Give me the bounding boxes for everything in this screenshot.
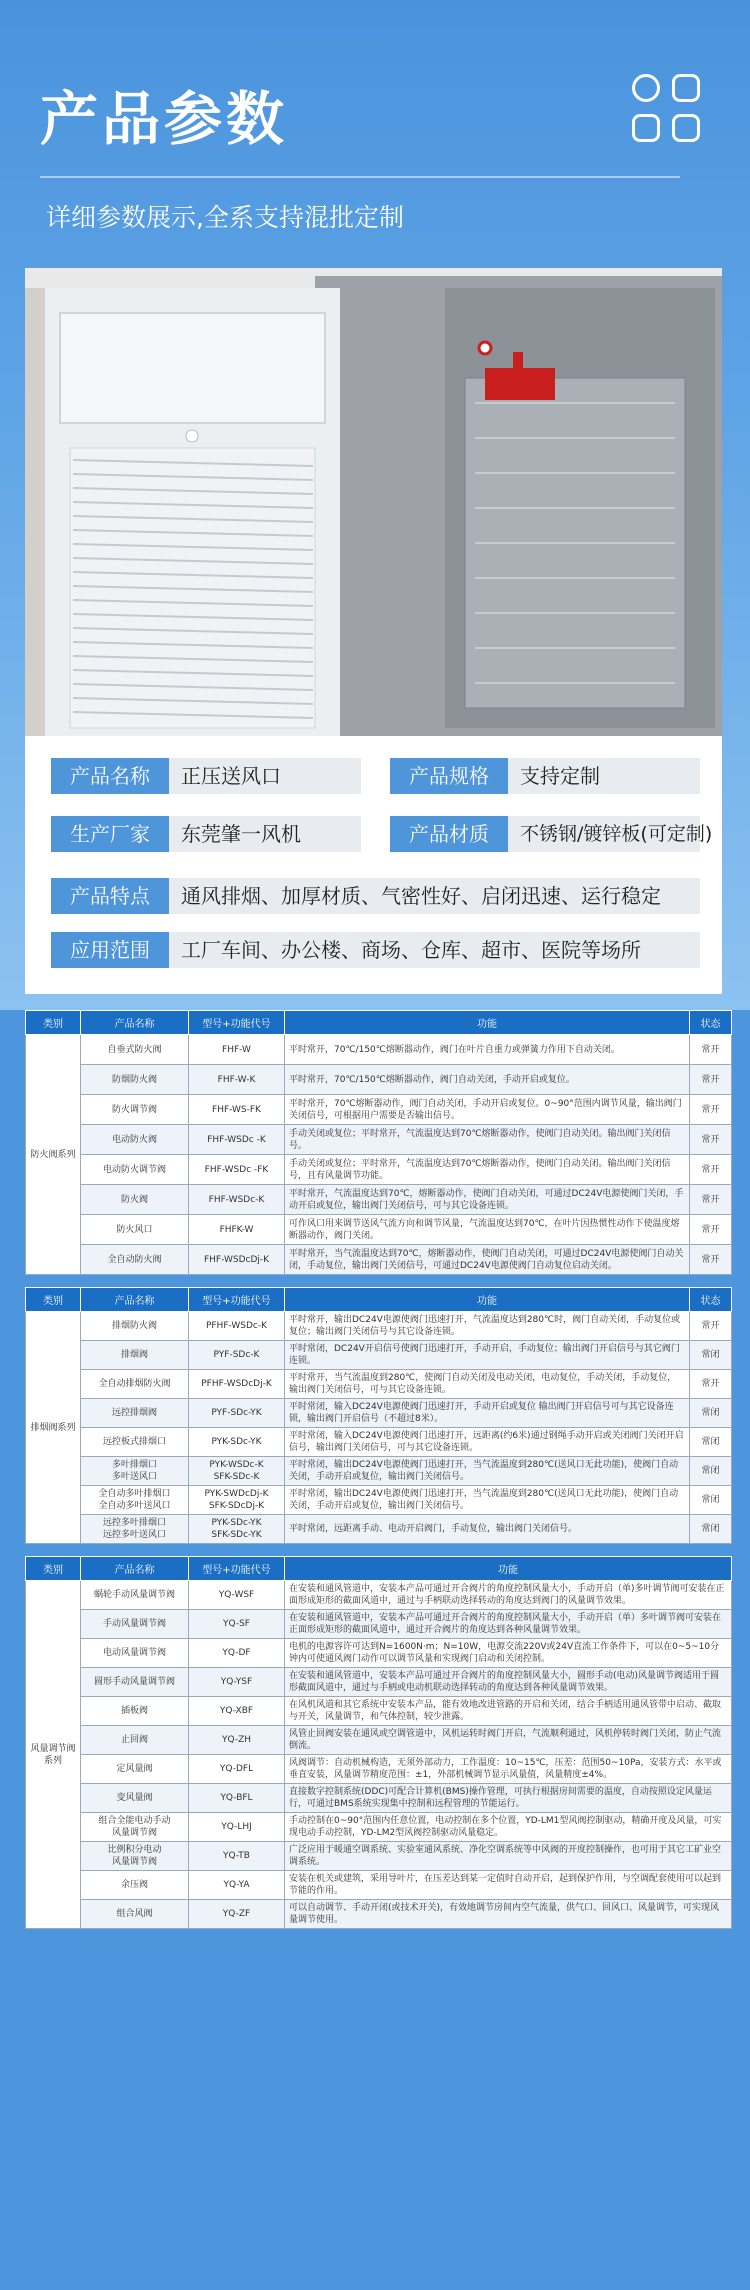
cell-name: 插板阀 <box>81 1697 189 1726</box>
col-header: 功能 <box>285 1011 690 1035</box>
category-cell: 防火阀系列 <box>26 1035 81 1275</box>
col-header: 型号+功能代号 <box>189 1288 285 1312</box>
table-row <box>26 1457 732 1486</box>
fire-damper-table <box>25 1010 732 1275</box>
cell-func: 平时常开，当气流温度到280℃，使阀门自动关闭及电动关闭，电动复位，手动关闭，手动复位，输出阀门关闭信号，可与其它设备连锁。 <box>285 1370 690 1399</box>
cell-func: 平时常开，70℃/150℃熔断器动作，阀门在叶片自重力或弹簧力作用下自动关闭。 <box>285 1035 690 1065</box>
cell-state: 常开 <box>690 1065 732 1095</box>
col-header: 类别 <box>26 1288 81 1312</box>
spec-key: 产品特点 <box>51 878 169 914</box>
table-row <box>26 1155 732 1185</box>
table-row <box>26 1515 732 1544</box>
title-divider <box>40 176 680 178</box>
table-row <box>26 1370 732 1399</box>
table-row <box>26 1697 732 1726</box>
category-cell: 风量调节阀系列 <box>26 1581 81 1929</box>
cell-name: 全自动防火阀 <box>81 1245 189 1275</box>
cell-code: YQ-XBF <box>189 1697 285 1726</box>
col-header: 产品名称 <box>81 1557 189 1581</box>
cell-state: 常闭 <box>690 1515 732 1544</box>
cell-code: PYK-SDc-YK <box>189 1428 285 1457</box>
cell-name: 多叶排烟口 多叶送风口 <box>81 1457 189 1486</box>
page-subtitle: 详细参数展示,全系支持混批定制 <box>46 203 404 232</box>
table-row <box>26 1639 732 1668</box>
cell-name: 防烟防火阀 <box>81 1065 189 1095</box>
cell-func: 手动控制在0~90°范围内任意位置，电动控制在多个位置，YD-LM1型风阀控制驱动，精确开度及风量，可实现电动手动控制，YD-LM2型风阀控制驱动风量稳定。 <box>285 1813 732 1842</box>
cell-code: YQ-ZH <box>189 1726 285 1755</box>
col-header: 产品名称 <box>81 1288 189 1312</box>
col-header: 产品名称 <box>81 1011 189 1035</box>
cell-name: 防火阀 <box>81 1185 189 1215</box>
cell-code: YQ-DF <box>189 1639 285 1668</box>
cell-func: 平时常闭，输入DC24V电源使阀门迅速打开，手动开启或复位 输出阀门开启信号可与其它设备连锁，输出阀门开启信号（不超过8米）。 <box>285 1399 690 1428</box>
cell-name: 止回阀 <box>81 1726 189 1755</box>
cell-code: YQ-ZF <box>189 1900 285 1929</box>
cell-func: 在风机风道和其它系统中安装本产品，能有效地改进管路的开启和关闭，结合手柄适用通风管带中启动、截取与开关，风量调节，和气体控制，较少泄露。 <box>285 1697 732 1726</box>
spec-features <box>51 878 700 914</box>
cell-name: 蜗轮手动风量调节阀 <box>81 1581 189 1610</box>
cell-func: 直接数字控制系统(DDC)可配合计算机(BMS)操作管理，可执行根据房间需要的温度，自动按照设定风量运行，可通过BMS系统实现集中控制和远程管理的节能运行。 <box>285 1784 732 1813</box>
col-header: 类别 <box>26 1557 81 1581</box>
cell-func: 平时常开，当气流温度达到70℃，熔断器动作，使阀门自动关闭，可通过DC24V电源使阀门自动关闭，手动复位，输出阀门关闭信号，可通过DC24V电源使阀门自动复位启动关闭。 <box>285 1245 690 1275</box>
table-row <box>26 1784 732 1813</box>
cell-name: 排烟防火阀 <box>81 1312 189 1341</box>
spec-key: 应用范围 <box>51 932 169 968</box>
col-header: 功能 <box>285 1288 690 1312</box>
spec-key: 生产厂家 <box>51 816 169 852</box>
table-row <box>26 1486 732 1515</box>
cell-func: 手动关闭或复位；平时常开，气流温度达到70℃熔断器动作，使阀门自动关闭。输出阀门关闭信号。 <box>285 1125 690 1155</box>
cell-name: 远控排烟阀 <box>81 1399 189 1428</box>
spec-maker <box>51 816 361 852</box>
cell-state: 常闭 <box>690 1428 732 1457</box>
col-header: 功能 <box>285 1557 732 1581</box>
cell-state: 常闭 <box>690 1341 732 1370</box>
cell-code: YQ-BFL <box>189 1784 285 1813</box>
table-row <box>26 1842 732 1871</box>
product-photo-image <box>25 268 722 736</box>
cell-func: 广泛应用于暖通空调系统、实验室通风系统、净化空调系统等中风阀的开度控制操作，也可用于其它工矿业空调系统。 <box>285 1842 732 1871</box>
table-row <box>26 1755 732 1784</box>
cell-state: 常开 <box>690 1035 732 1065</box>
cell-code: FHF-W-K <box>189 1065 285 1095</box>
spec-key: 产品规格 <box>390 758 508 794</box>
cell-state: 常开 <box>690 1312 732 1341</box>
spec-material <box>390 816 713 852</box>
cell-func: 电机的电源容许可达到N=1600N·m；N=10W，电源交流220V或24V直流工作条件下，可以在0~5~10分钟内可使通风阀门动作可以调节风量和实现阀门启动和关闭控制。 <box>285 1639 732 1668</box>
cell-code: PFHF-WSDc-K <box>189 1312 285 1341</box>
col-header: 状态 <box>690 1288 732 1312</box>
cell-func: 在安装和通风管道中，安装本产品可通过开合阀片的角度控制风量大小，圆形手动(电动)风量调节阀适用于圆形截面风道中，通过与手柄或电动机联动选择转动的角度达到各种风量调节效果。 <box>285 1668 732 1697</box>
cell-func: 风阀调节：自动机械构造，无须外部动力，工作温度：10~15℃，压差：范围50~10Pa，安装方式：水平或垂直安装，风量调节精度范围：±1，外部机械调节显示风量值，风量精度±4%。 <box>285 1755 732 1784</box>
cell-name: 全自动多叶排烟口 全自动多叶送风口 <box>81 1486 189 1515</box>
cell-func: 平时常闭，输入DC24V电源使阀门迅速打开，远距离(约6米)通过钢绳手动开启或关闭阀门关闭开启信号，输出阀门关闭信号，可与其它设备连锁。 <box>285 1428 690 1457</box>
cell-code: YQ-WSF <box>189 1581 285 1610</box>
cell-state: 常开 <box>690 1125 732 1155</box>
table-row <box>26 1245 732 1275</box>
col-header: 型号+功能代号 <box>189 1011 285 1035</box>
table-row <box>26 1610 732 1639</box>
cell-code: YQ-SF <box>189 1610 285 1639</box>
product-photo <box>25 268 722 736</box>
cell-func: 可作风口用来调节送风气流方向和调节风量，气流温度达到70℃，在叶片因热惯性动作下使温度熔断器动作，阀门关闭。 <box>285 1215 690 1245</box>
cell-func: 在安装和通风管道中，安装本产品可通过开合阀片的角度控制风量大小，手动开启（单）多叶调节阀可安装在正面形成矩形的截面风道中，通过开合阀片的角度达到各种风量调节效果。 <box>285 1610 732 1639</box>
table-row <box>26 1428 732 1457</box>
cell-name: 电动防火调节阀 <box>81 1155 189 1185</box>
col-header: 型号+功能代号 <box>189 1557 285 1581</box>
cell-code: YQ-TB <box>189 1842 285 1871</box>
cell-code: FHF-WSDc-K <box>189 1185 285 1215</box>
cell-state: 常开 <box>690 1245 732 1275</box>
cell-name: 组合风阀 <box>81 1900 189 1929</box>
spec-value: 支持定制 <box>520 764 600 788</box>
table-row <box>26 1900 732 1929</box>
cell-name: 远控多叶排烟口 远控多叶送风口 <box>81 1515 189 1544</box>
spec-name <box>51 758 361 794</box>
cell-func: 风管止回阀安装在通风或空调管道中，风机运转时阀门开启，气流顺利通过，风机停转时阀门关闭，防止气流倒流。 <box>285 1726 732 1755</box>
cell-code: FHF-WSDc -FK <box>189 1155 285 1185</box>
page-title: 产品参数 <box>40 85 289 153</box>
cell-name: 余压阀 <box>81 1871 189 1900</box>
cell-code: FHF-WSDc -K <box>189 1125 285 1155</box>
cell-code: YQ-YA <box>189 1871 285 1900</box>
cell-name: 排烟阀 <box>81 1341 189 1370</box>
cell-name: 自垂式防火阀 <box>81 1035 189 1065</box>
cell-func: 平时常开，气流温度达到70℃，熔断器动作，使阀门自动关闭，可通过DC24V电源使阀门关闭，手动开启或复位，输出阀门关闭信号，可与其它设备连锁。 <box>285 1185 690 1215</box>
spec-value: 东莞肇一风机 <box>181 822 301 846</box>
cell-func: 平时常闭，远距离手动、电动开启阀门，手动复位，输出阀门关闭信号。 <box>285 1515 690 1544</box>
table-row <box>26 1215 732 1245</box>
spec-application <box>51 932 700 968</box>
category-cell: 排烟阀系列 <box>26 1312 81 1544</box>
cell-name: 防火调节阀 <box>81 1095 189 1125</box>
spec-value: 工厂车间、办公楼、商场、仓库、超市、医院等场所 <box>181 938 641 962</box>
cell-code: YQ-DFL <box>189 1755 285 1784</box>
parameter-tables <box>25 1010 731 1929</box>
volume-damper-table <box>25 1556 732 1929</box>
table-row <box>26 1065 732 1095</box>
table-row <box>26 1581 732 1610</box>
cell-state: 常闭 <box>690 1399 732 1428</box>
cell-name: 比例积分电动 风量调节阀 <box>81 1842 189 1871</box>
cell-func: 平时常开，70℃/150℃熔断器动作，阀门自动关闭，手动开启或复位。 <box>285 1065 690 1095</box>
cell-name: 电动风量调节阀 <box>81 1639 189 1668</box>
col-header: 类别 <box>26 1011 81 1035</box>
grid-icon <box>632 74 704 146</box>
table-row <box>26 1813 732 1842</box>
cell-state: 常闭 <box>690 1457 732 1486</box>
cell-name: 变风量阀 <box>81 1784 189 1813</box>
cell-name: 远控板式排烟口 <box>81 1428 189 1457</box>
cell-func: 安装在机关或建筑，采用导叶片，在压差达到某一定值时自动开启，起到保护作用，与空调配套使用可以起到节能的作用。 <box>285 1871 732 1900</box>
spec-size <box>390 758 700 794</box>
cell-code: PYK-SDc-YK SFK-SDc-YK <box>189 1515 285 1544</box>
spec-value: 通风排烟、加厚材质、气密性好、启闭迅速、运行稳定 <box>181 884 661 908</box>
cell-func: 平时常闭，输出DC24V电源使阀门迅速打开，当气流温度到280℃(送风口无此功能)，使阀门自动关闭，手动开启或复位，输出阀门关闭信号。 <box>285 1486 690 1515</box>
table-row <box>26 1185 732 1215</box>
cell-state: 常开 <box>690 1155 732 1185</box>
cell-code: PYK-SWDcDj-K SFK-SDcDj-K <box>189 1486 285 1515</box>
table-row <box>26 1668 732 1697</box>
cell-code: YQ-YSF <box>189 1668 285 1697</box>
cell-func: 可以自动调节、手动开闭(或技术开关)，有效地调节房间内空气流量，供气口、回风口、风量调节，可实现风量调节使用。 <box>285 1900 732 1929</box>
cell-name: 定风量阀 <box>81 1755 189 1784</box>
spec-value: 正压送风口 <box>181 764 281 788</box>
cell-code: PYK-WSDc-K SFK-SDc-K <box>189 1457 285 1486</box>
smoke-damper-table <box>25 1287 732 1544</box>
cell-state: 常开 <box>690 1215 732 1245</box>
col-header: 状态 <box>690 1011 732 1035</box>
cell-func: 平时常开，输出DC24V电源使阀门迅速打开，气流温度达到280℃时，阀门自动关闭，手动复位或复位；输出阀门关闭信号与其它设备连锁。 <box>285 1312 690 1341</box>
table-row <box>26 1095 732 1125</box>
cell-state: 常闭 <box>690 1486 732 1515</box>
cell-code: FHF-WS-FK <box>189 1095 285 1125</box>
cell-name: 电动防火阀 <box>81 1125 189 1155</box>
cell-func: 平时常闭，输出DC24V电源使阀门迅速打开，当气流温度到280℃(送风口无此功能)，使阀门自动关闭，手动开启或复位，输出阀门关闭信号。 <box>285 1457 690 1486</box>
spec-value: 不锈钢/镀锌板(可定制) <box>520 823 713 845</box>
cell-name: 全自动排烟防火阀 <box>81 1370 189 1399</box>
table-row <box>26 1312 732 1341</box>
cell-code: PYF-SDc-YK <box>189 1399 285 1428</box>
cell-code: PYF-SDc-K <box>189 1341 285 1370</box>
table-row <box>26 1125 732 1155</box>
table-row <box>26 1399 732 1428</box>
table-row <box>26 1035 732 1065</box>
cell-state: 常开 <box>690 1370 732 1399</box>
cell-name: 组合全能电动手动 风量调节阀 <box>81 1813 189 1842</box>
cell-name: 防火风口 <box>81 1215 189 1245</box>
cell-code: YQ-LHJ <box>189 1813 285 1842</box>
cell-name: 圆形手动风量调节阀 <box>81 1668 189 1697</box>
table-row <box>26 1871 732 1900</box>
spec-key: 产品名称 <box>51 758 169 794</box>
cell-code: FHF-WSDcDj-K <box>189 1245 285 1275</box>
cell-func: 在安装和通风管道中，安装本产品可通过开合阀片的角度控制风量大小，手动开启（单)多叶调节阀可安装在正面形成矩形的截面风道中，通过与手柄联动选择转动的角度达到阀门的风量调节效果。 <box>285 1581 732 1610</box>
cell-name: 手动风量调节阀 <box>81 1610 189 1639</box>
cell-state: 常开 <box>690 1095 732 1125</box>
cell-code: PFHF-WSDcDj-K <box>189 1370 285 1399</box>
cell-func: 平时常开，70℃熔断器动作，阀门自动关闭，手动开启或复位。0~90°范围内调节风量，输出阀门关闭信号，可根据用户需要是否输出信号。 <box>285 1095 690 1125</box>
table-row <box>26 1726 732 1755</box>
cell-code: FHFK-W <box>189 1215 285 1245</box>
table-row <box>26 1341 732 1370</box>
cell-state: 常开 <box>690 1185 732 1215</box>
cell-func: 平时常闭，DC24V开启信号使阀门迅速打开，手动开启，手动复位；输出阀门开启信号与其它阀门连锁。 <box>285 1341 690 1370</box>
spec-key: 产品材质 <box>390 816 508 852</box>
cell-code: FHF-W <box>189 1035 285 1065</box>
spec-panel <box>25 736 722 994</box>
cell-func: 手动关闭或复位；平时常开，气流温度达到70℃熔断器动作，使阀门自动关闭。输出阀门关闭信号，且有风量调节功能。 <box>285 1155 690 1185</box>
